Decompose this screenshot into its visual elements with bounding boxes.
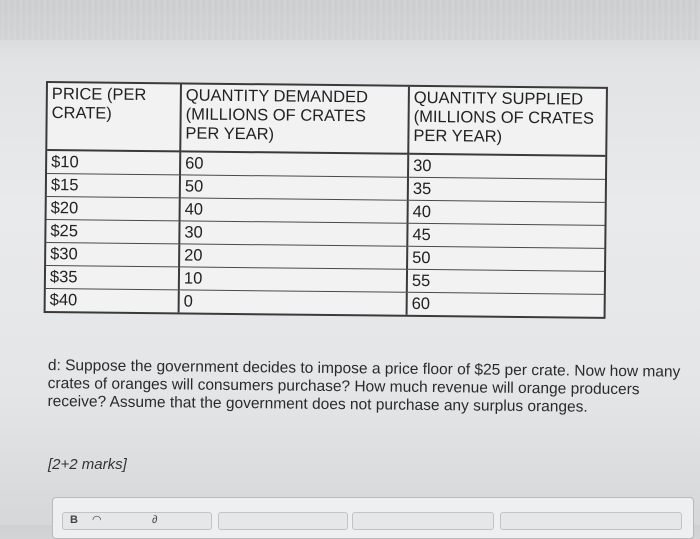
price-cell: $35 (46, 266, 179, 290)
demanded-cell: 60 (180, 151, 408, 177)
header-price-line-2: CRATE) (51, 104, 112, 123)
price-cell: $25 (46, 220, 179, 244)
price-cell: $20 (47, 197, 180, 221)
supplied-cell: 55 (407, 269, 604, 294)
header-demanded-line-2: (MILLIONS OF CRATES (185, 105, 367, 126)
editor-toolbar-group-2[interactable] (218, 512, 348, 530)
price-cell: $40 (46, 289, 179, 313)
supplied-cell: 50 (407, 246, 604, 271)
question-text: d: Suppose the government decides to impose a price floor of $25 per crate. Now how many crates of oranges will consumers purchase? How much revenue will orange producers receive? Assume that the government does not purchase any surplus oranges. (47, 357, 681, 416)
editor-toolbar-group[interactable] (62, 512, 212, 530)
header-price (47, 83, 181, 151)
supply-demand-table (44, 81, 608, 319)
price-cell: $15 (47, 174, 180, 198)
demanded-cell: 50 (180, 175, 408, 200)
demanded-cell: 20 (179, 244, 407, 269)
editor-toolbar-group-3[interactable] (352, 512, 494, 530)
italic-icon[interactable]: ◠ (92, 514, 102, 526)
background-strip (0, 0, 700, 40)
data-table (46, 83, 606, 317)
header-demanded-line-3: PER YEAR) (185, 124, 275, 144)
header-supplied-line-2: (MILLIONS OF CRATES (413, 107, 595, 128)
bold-icon[interactable]: B (70, 514, 78, 526)
header-quantity-supplied (408, 87, 606, 156)
link-icon[interactable]: ∂ (152, 514, 158, 526)
price-cell: $10 (47, 150, 180, 175)
header-supplied-line-3: PER YEAR) (413, 126, 503, 146)
demanded-cell: 30 (179, 221, 407, 246)
supplied-cell: 35 (408, 177, 605, 202)
supplied-cell: 40 (408, 200, 605, 225)
table-row (46, 289, 604, 317)
header-demanded-line-1: QUANTITY DEMANDED (185, 86, 369, 107)
supplied-cell: 30 (408, 154, 605, 180)
header-supplied-line-1: QUANTITY SUPPLIED (413, 88, 584, 109)
supplied-cell: 45 (407, 223, 604, 248)
demanded-cell: 10 (179, 267, 407, 292)
header-price-line-1: PRICE (PER (51, 85, 147, 105)
marks-label: [2+2 marks] (48, 456, 127, 473)
demanded-cell: 40 (180, 198, 408, 223)
table-header-row (47, 83, 606, 156)
header-quantity-demanded (180, 84, 409, 153)
supplied-cell: 60 (411, 294, 431, 313)
price-cell: $30 (46, 243, 179, 267)
demanded-cell: 0 (179, 290, 407, 315)
editor-toolbar-group-4[interactable] (500, 512, 682, 530)
